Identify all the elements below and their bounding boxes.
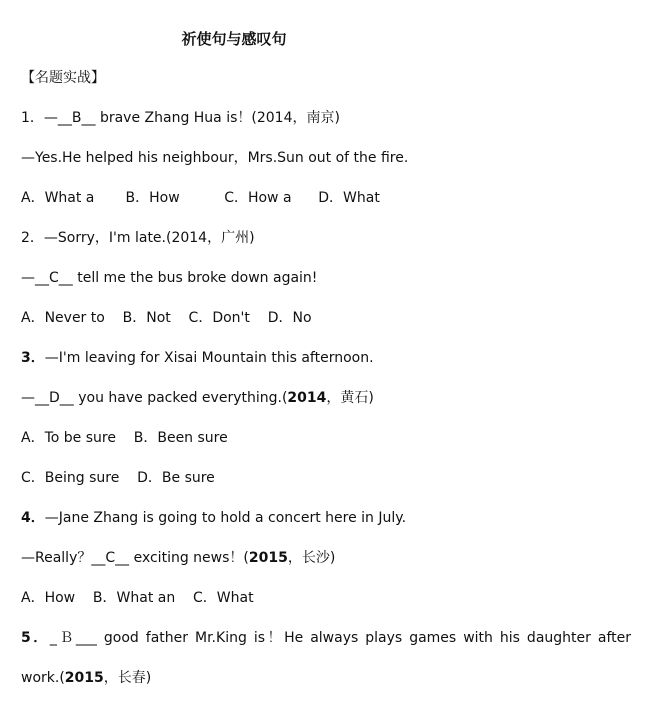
q2-reply: —__C__ tell me the bus broke down again! [21, 270, 318, 286]
q5-cont-text: work.( [21, 670, 65, 686]
q5-continuation [21, 668, 151, 688]
q5-number: 5． [21, 630, 50, 646]
q1-reply: —Yes.He helped his neighbour，Mrs.Sun out of the fire. [21, 150, 409, 166]
q3-options-2: C．Being sure D．Be sure [21, 470, 215, 486]
q3-number: 3． [21, 350, 45, 366]
q3-stem [21, 348, 374, 368]
q5-source: ，长春) [103, 670, 152, 686]
q4-reply [21, 548, 335, 568]
q3-stem-text: —I'm leaving for Xisai Mountain this afternoon. [44, 350, 374, 366]
q3-year: 2014 [287, 390, 327, 406]
q3-source: ，黄石) [326, 390, 374, 406]
q3-reply [21, 388, 374, 408]
q3-reply-text: —__D__ you have packed everything.( [21, 390, 288, 406]
q5-stem [21, 628, 631, 648]
q2-stem: 2．—Sorry，I'm late.(2014，广州) [21, 230, 255, 246]
q3-options-1: A．To be sure B．Been sure [21, 430, 228, 446]
page-title: 祈使句与感叹句 [181, 30, 287, 48]
q5-year: 2015 [64, 670, 104, 686]
q4-stem [21, 508, 406, 528]
q4-stem-text: —Jane Zhang is going to hold a concert here in July. [44, 510, 407, 526]
q4-options: A．How B．What an C．What [21, 590, 254, 606]
q2-options: A．Never to B．Not C．Don't D．No [21, 310, 312, 326]
q5-stem-text: _Ｂ___ good father Mr.King is！He always plays games with his daughter after [49, 630, 632, 646]
q1-stem: 1．—__B__ brave Zhang Hua is！(2014，南京) [21, 110, 340, 126]
section-heading: 【名题实战】 [21, 70, 105, 86]
q4-number: 4． [21, 510, 45, 526]
q4-reply-text: —Really？__C__ exciting news！( [21, 550, 249, 566]
q4-year: 2015 [248, 550, 288, 566]
q1-options: A．What a B．How C．How a D．What [21, 190, 380, 206]
q4-source: ，长沙) [287, 550, 336, 566]
